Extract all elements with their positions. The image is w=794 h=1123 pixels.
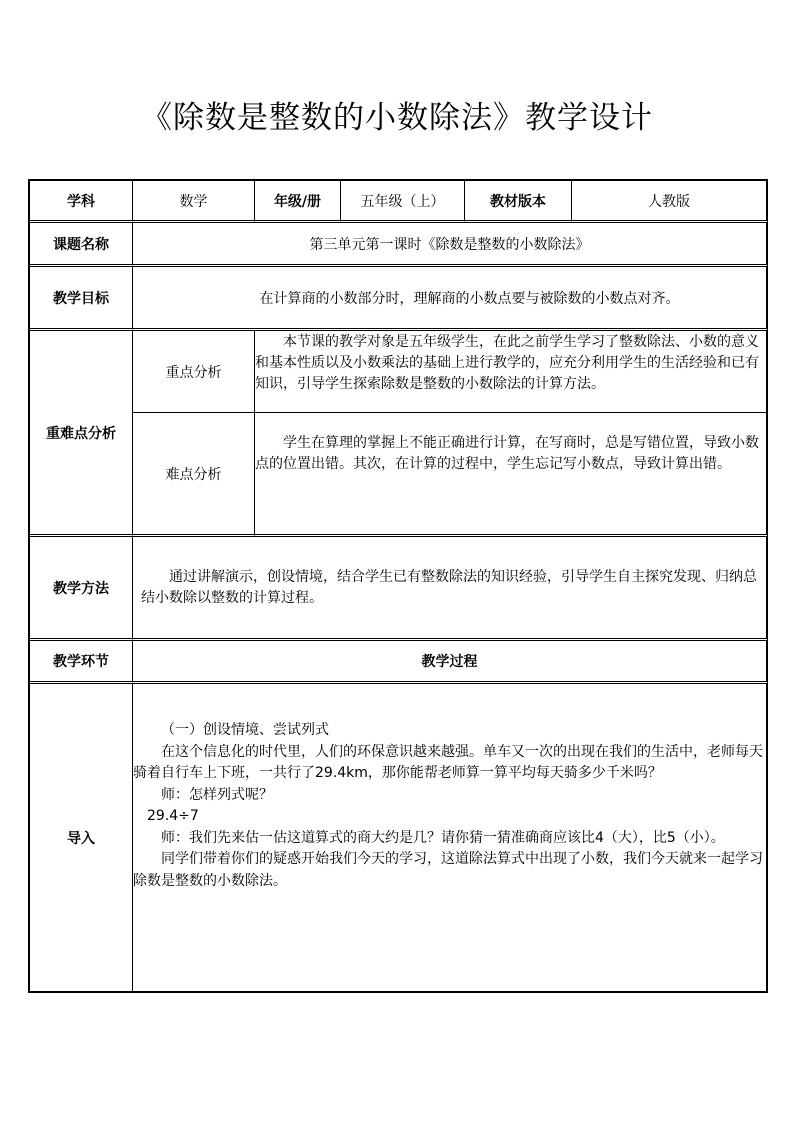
intro-line: 在这个信息化的时代里，人们的环保意识越来越强。单车又一次的出现在我们的生活中，老师每天骑着自行车上下班，一共行了29.4km，那你能帮老师算一算平均每天骑多少千米吗？	[133, 743, 763, 781]
analysis-difficulty-row	[30, 413, 768, 537]
difficulty-label: 难点分析	[133, 413, 255, 537]
goal-value: 在计算商的小数部分时，理解商的小数点要与被除数的小数点对齐。	[133, 267, 768, 331]
intro-line: （一）创设情境、尝试列式	[161, 722, 329, 738]
subject-value: 数学	[133, 181, 255, 223]
process-header-row	[30, 641, 768, 684]
page-title: 《除数是整数的小数除法》教学设计	[141, 100, 653, 136]
goal-label: 教学目标	[30, 267, 133, 331]
lesson-plan-table	[28, 179, 768, 993]
lesson-value: 第三单元第一课时《除数是整数的小数除法》	[133, 223, 768, 267]
method-label: 教学方法	[30, 537, 133, 641]
intro-line: 同学们带着你们的疑惑开始我们今天的学习，这道除法算式中出现了小数，我们今天就来一起学习除数是整数的小数除法。	[133, 851, 763, 889]
edition-value: 人教版	[572, 181, 768, 223]
grade-label: 年级/册	[255, 181, 341, 223]
method-value: 通过讲解演示，创设情境，结合学生已有整数除法的知识经验，引导学生自主探究发现、归纳总结小数除以整数的计算过程。	[133, 537, 768, 641]
subject-label: 学科	[30, 181, 133, 223]
key-point-label: 重点分析	[133, 331, 255, 413]
lesson-label: 课题名称	[30, 223, 133, 267]
goal-row	[30, 267, 768, 331]
intro-line: 师：怎样列式呢？	[161, 786, 273, 803]
difficulty-text: 学生在算理的掌握上不能正确进行计算，在写商时，总是写错位置，导致小数点的位置出错。其次，在计算的过程中，学生忘记写小数点，导致计算出错。	[255, 413, 768, 537]
method-row	[30, 537, 768, 641]
intro-label: 导入	[30, 684, 133, 993]
header-row	[30, 181, 768, 223]
intro-line: 29.4÷7	[147, 808, 199, 824]
grade-value: 五年级（上）	[341, 181, 465, 223]
intro-content	[133, 684, 768, 993]
lesson-row	[30, 223, 768, 267]
process-label: 教学过程	[133, 641, 768, 684]
analysis-key-row	[30, 331, 768, 413]
key-point-text: 本节课的教学对象是五年级学生，在此之前学生学习了整数除法、小数的意义和基本性质以及小数乘法的基础上进行教学的，应充分利用学生的生活经验和已有知识，引导学生探索除数是整数的小数除法的计算方法。	[255, 331, 768, 413]
analysis-label: 重难点分析	[30, 331, 133, 537]
intro-row	[30, 684, 768, 993]
intro-line: 师：我们先来估一估这道算式的商大约是几？请你猜一猜准确商应该比4（大），比5（小）。	[161, 829, 725, 846]
stage-label: 教学环节	[30, 641, 133, 684]
edition-label: 教材版本	[465, 181, 572, 223]
